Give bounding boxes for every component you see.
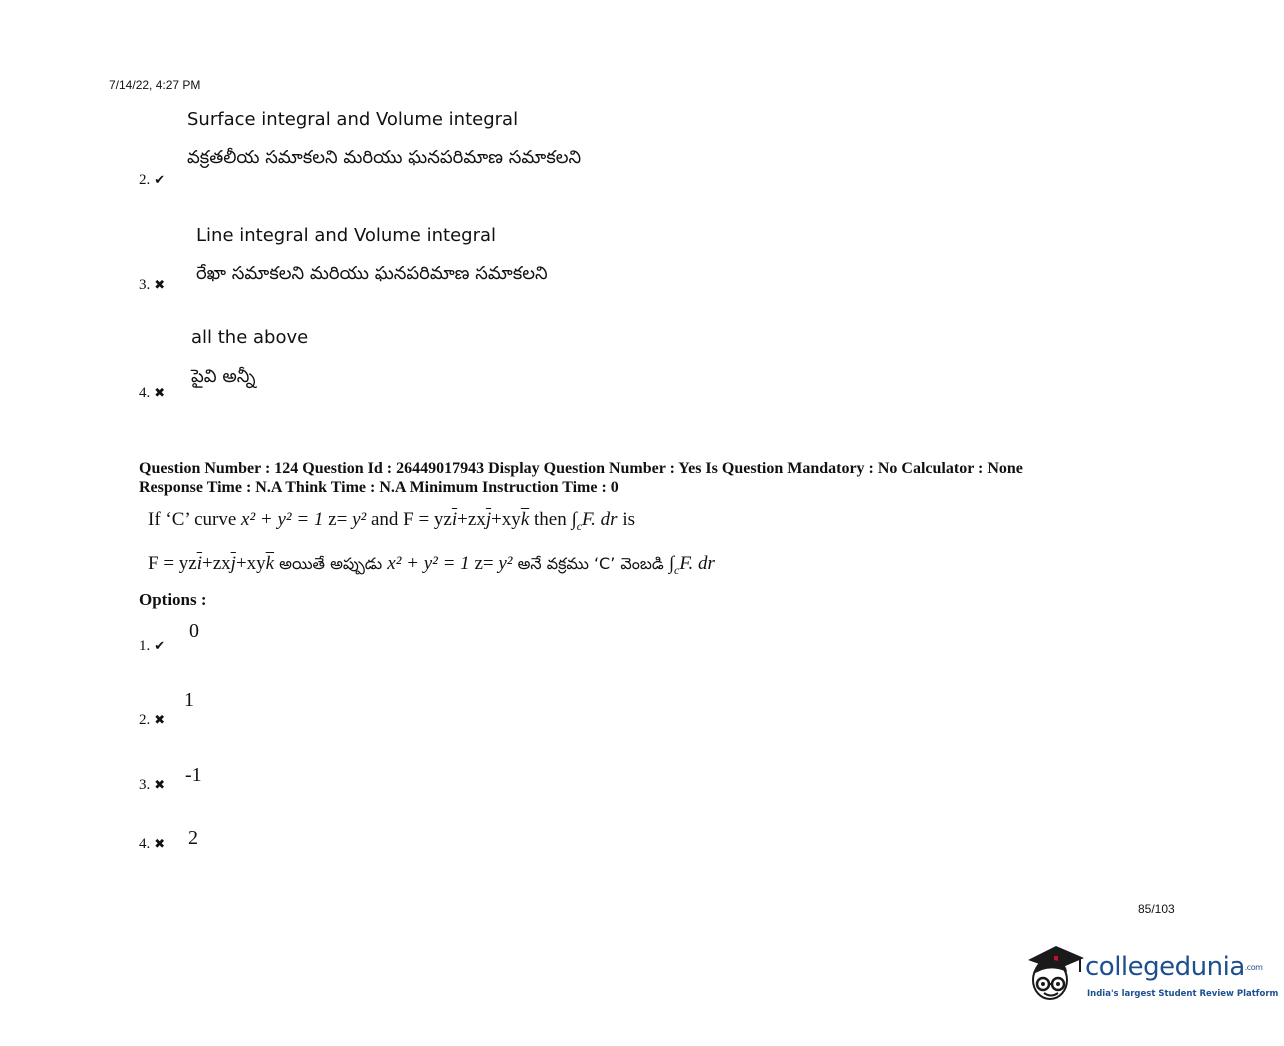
page-number: 85/103 — [1138, 902, 1175, 916]
integral-subscript: c — [674, 562, 680, 577]
option-1-marker — [139, 638, 165, 655]
unit-vector-k: $\overline{k}$ — [265, 553, 275, 574]
option-number: 1. — [139, 638, 151, 654]
integral-sign: ∫ — [571, 509, 577, 530]
question-meta-line-2: Response Time : N.A Think Time : N.A Minimum Instruction Time : 0 — [139, 479, 619, 496]
integral-sign: ∫ — [668, 553, 675, 574]
option-4-value: 2 — [188, 827, 198, 849]
option-number: 4. — [139, 836, 151, 852]
check-icon: ✔ — [154, 639, 166, 654]
prev-option-3-marker — [139, 277, 165, 294]
option-number: 3. — [139, 277, 151, 293]
unit-vector-k: $\overline{k}$ — [520, 509, 530, 530]
option-number: 3. — [139, 777, 151, 793]
unit-vector-i: $\overline{i}$ — [451, 509, 458, 530]
q-en-text: +xy — [491, 509, 521, 530]
q-en-text: If ‘C’ curve — [148, 509, 242, 530]
prev-option-4-te: పైవి అన్నీ — [191, 366, 256, 387]
q-te-text: అనే వక్రము ‘C’ వెంబడి — [512, 554, 669, 573]
prev-option-3-en: Line integral and Volume integral — [196, 225, 497, 246]
option-number: 4. — [139, 385, 151, 401]
unit-vector-j: $\overline{j}$ — [485, 509, 492, 530]
prev-option-3-te: రేఖా సమాకలని మరియు ఘనపరిమాణ సమాకలని — [196, 263, 548, 284]
q-te-text: z= — [469, 553, 499, 574]
option-number: 2. — [139, 172, 151, 188]
q-te-equation-1: x² + y² = 1 — [387, 553, 470, 574]
question-meta-line-1: Question Number : 124 Question Id : 26449017943 Display Question Number : Yes Is Question Mandatory : No Calculator : None — [139, 460, 1023, 477]
cross-icon: ✖ — [154, 778, 166, 793]
unit-vector-j: $\overline{j}$ — [230, 553, 236, 574]
q-en-equation-2: y² — [352, 509, 367, 530]
q-en-text: and F = yz — [366, 509, 452, 530]
prev-option-4-marker — [139, 385, 165, 402]
option-3-value: -1 — [185, 764, 202, 786]
prev-option-2-marker — [139, 172, 165, 189]
prev-option-2-en: Surface integral and Volume integral — [187, 109, 519, 130]
option-2-value: 1 — [184, 689, 194, 711]
q-en-text: z= — [323, 509, 353, 530]
q-en-equation-1: x² + y² = 1 — [241, 509, 324, 530]
cross-icon: ✖ — [154, 278, 166, 293]
q-te-integrand: F. dr — [679, 553, 715, 574]
prev-option-4-en: all the above — [191, 327, 309, 348]
brand-suffix: .com — [1244, 963, 1263, 972]
option-3-marker — [139, 777, 165, 794]
q-en-text: +zx — [457, 509, 486, 530]
cross-icon: ✖ — [154, 713, 166, 728]
option-2-marker — [139, 712, 165, 729]
q-te-equation-2: y² — [498, 553, 513, 574]
q-te-text: అయితే అప్పుడు — [274, 554, 388, 573]
options-label: Options : — [139, 590, 207, 609]
q-en-text: is — [617, 509, 636, 530]
q-te-text: +xy — [235, 553, 266, 574]
question-text-te — [148, 553, 715, 578]
collegedunia-mascot-icon — [1024, 938, 1086, 1008]
integral-subscript: c — [576, 518, 583, 533]
q-en-text: then — [529, 509, 572, 530]
option-4-marker — [139, 836, 165, 853]
cross-icon: ✖ — [154, 386, 166, 401]
unit-vector-i: $\overline{i}$ — [196, 553, 202, 574]
print-date: 7/14/22, 4:27 PM — [109, 78, 201, 92]
q-en-integrand: F. dr — [582, 509, 618, 530]
question-meta — [139, 459, 1149, 497]
brand-name — [1085, 952, 1262, 982]
brand-name-text: collegedunia — [1085, 952, 1245, 982]
brand-tagline: India's largest Student Review Platform — [1087, 989, 1279, 999]
cross-icon: ✖ — [154, 837, 166, 852]
q-te-text: +zx — [202, 553, 231, 574]
q-te-text: F = yz — [148, 553, 197, 574]
question-text-en — [148, 509, 635, 534]
check-icon: ✔ — [154, 173, 166, 188]
prev-option-2-te: వక్రతలీయ సమాకలని మరియు ఘనపరిమాణ సమాకలని — [187, 147, 582, 168]
option-1-value: 0 — [189, 620, 199, 642]
option-number: 2. — [139, 712, 151, 728]
